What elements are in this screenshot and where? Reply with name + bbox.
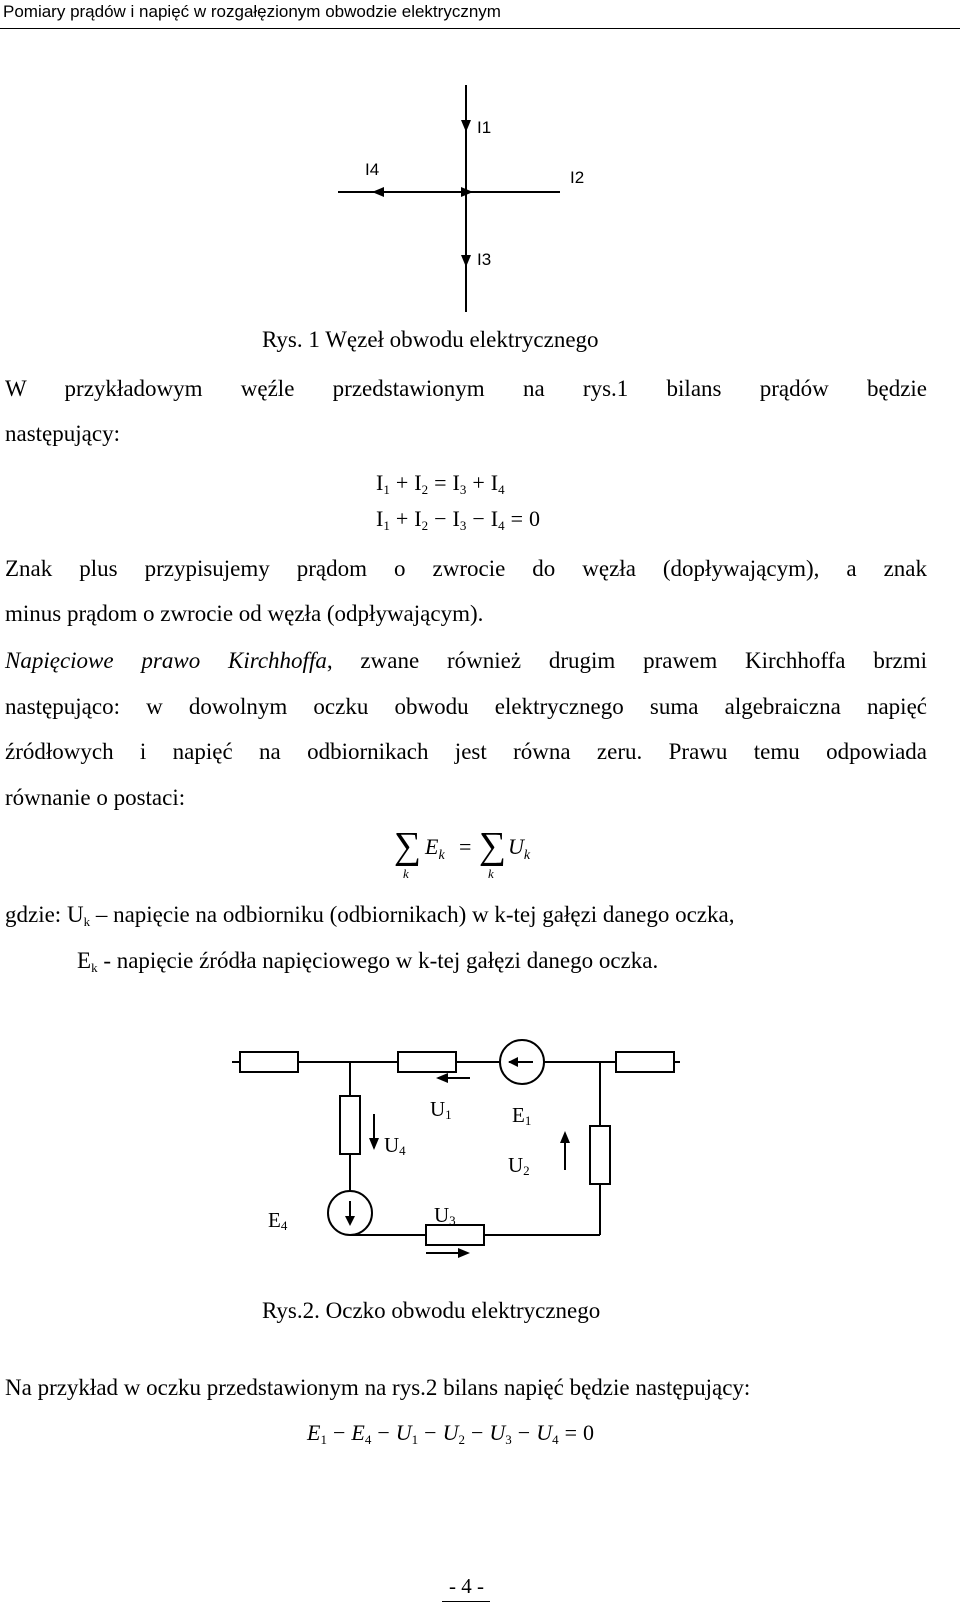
sum-symbol-left: ∑ xyxy=(394,825,422,867)
paragraph-3-line-3: źródłowych i napięć na odbiornikach jest równa zeru. Prawu temu odpowiada xyxy=(5,739,927,764)
equation-current-balance-2: $I_1 + I_2 - I_3 - I_4 = 0$ xyxy=(376,506,540,533)
paragraph-3-line-1: Napięciowe prawo Kirchhoffa, zwane również drugim prawem Kirchhoffa brzmi xyxy=(5,648,927,673)
label-i1: I1 xyxy=(477,118,492,137)
label-i2-text: I2 xyxy=(570,168,585,187)
fig1-caption: Rys. 1 Węzeł obwodu elektrycznego xyxy=(262,327,599,352)
u2-arrow-icon xyxy=(560,1131,570,1143)
sum-term-u: $U_k$ xyxy=(508,834,531,863)
resistor-top-left xyxy=(240,1052,298,1072)
paragraph-3-line-4: równanie o postaci: xyxy=(5,785,186,810)
paragraph-4: Na przykład w oczku przedstawionym na rys.2 bilans napięć będzie następujący: xyxy=(5,1375,751,1400)
paragraph-1-line-1: W przykładowym węźle przedstawionym na rys.1 bilans prądów będzie xyxy=(5,376,927,401)
header-rule xyxy=(0,28,960,29)
label-e4: $E_4$ xyxy=(268,1208,288,1233)
arrow-i1-icon xyxy=(461,120,471,132)
paragraph-3-line-2: następująco: w dowolnym oczku obwodu elektrycznego suma algebraiczna napięć xyxy=(5,694,927,719)
definition-uk: gdzie: $U_k$ – napięcie na odbiorniku (odbiornikach) w k-tej gałęzi danego oczka, xyxy=(5,902,735,929)
sum-index-left: k xyxy=(403,866,409,881)
sum-term-e: $E_k$ xyxy=(425,834,445,863)
running-header: Pomiary prądów i napięć w rozgałęzionym obwodzie elektrycznym xyxy=(3,2,501,21)
paragraph-1-line-2: następujący: xyxy=(5,421,120,446)
sum-index-right: k xyxy=(488,866,494,881)
paragraph-2-line-2: minus prądom o zwrocie od węzła (odpływającym). xyxy=(5,601,484,626)
node-diagram xyxy=(330,80,560,320)
label-u3: $U_3$ xyxy=(434,1203,456,1228)
mesh-circuit-diagram xyxy=(230,1030,680,1270)
resistor-top-middle xyxy=(398,1052,456,1072)
label-i3: I3 xyxy=(477,250,492,269)
label-u1: $U_1$ xyxy=(430,1097,452,1122)
fig2-caption: Rys.2. Oczko obwodu elektrycznego xyxy=(262,1298,601,1323)
u1-arrow-icon xyxy=(436,1073,448,1083)
equation-voltage-balance: $E_1 - E_4 - U_1 - U_2 - U_3 - U_4 = 0$ xyxy=(307,1420,594,1447)
label-u4: $U_4$ xyxy=(384,1133,406,1158)
sum-equals: = xyxy=(459,834,472,859)
definition-ek: $E_k$ - napięcie źródła napięciowego w k-tej gałęzi danego oczka. xyxy=(77,948,659,975)
sum-symbol-right: ∑ xyxy=(479,825,507,867)
u4-arrow-icon xyxy=(369,1138,379,1150)
paragraph-2-line-1: Znak plus przypisujemy prądom o zwrocie do węzła (dopływającym), a znak xyxy=(5,556,927,581)
page-number: - 4 - xyxy=(449,1574,484,1598)
arrow-i3-icon xyxy=(461,255,471,267)
resistor-right-branch xyxy=(590,1126,610,1184)
equation-current-balance-1: $I_1 + I_2 = I_3 + I_4$ xyxy=(376,470,505,497)
resistor-left-branch xyxy=(340,1096,360,1154)
arrow-i4-icon xyxy=(372,187,384,197)
resistor-top-right xyxy=(616,1052,674,1072)
u3-arrow-icon xyxy=(458,1248,470,1258)
label-i4: I4 xyxy=(365,160,380,179)
page-number-underline xyxy=(442,1601,490,1602)
label-u2: $U_2$ xyxy=(508,1153,530,1178)
label-e1: $E_1$ xyxy=(512,1103,532,1128)
